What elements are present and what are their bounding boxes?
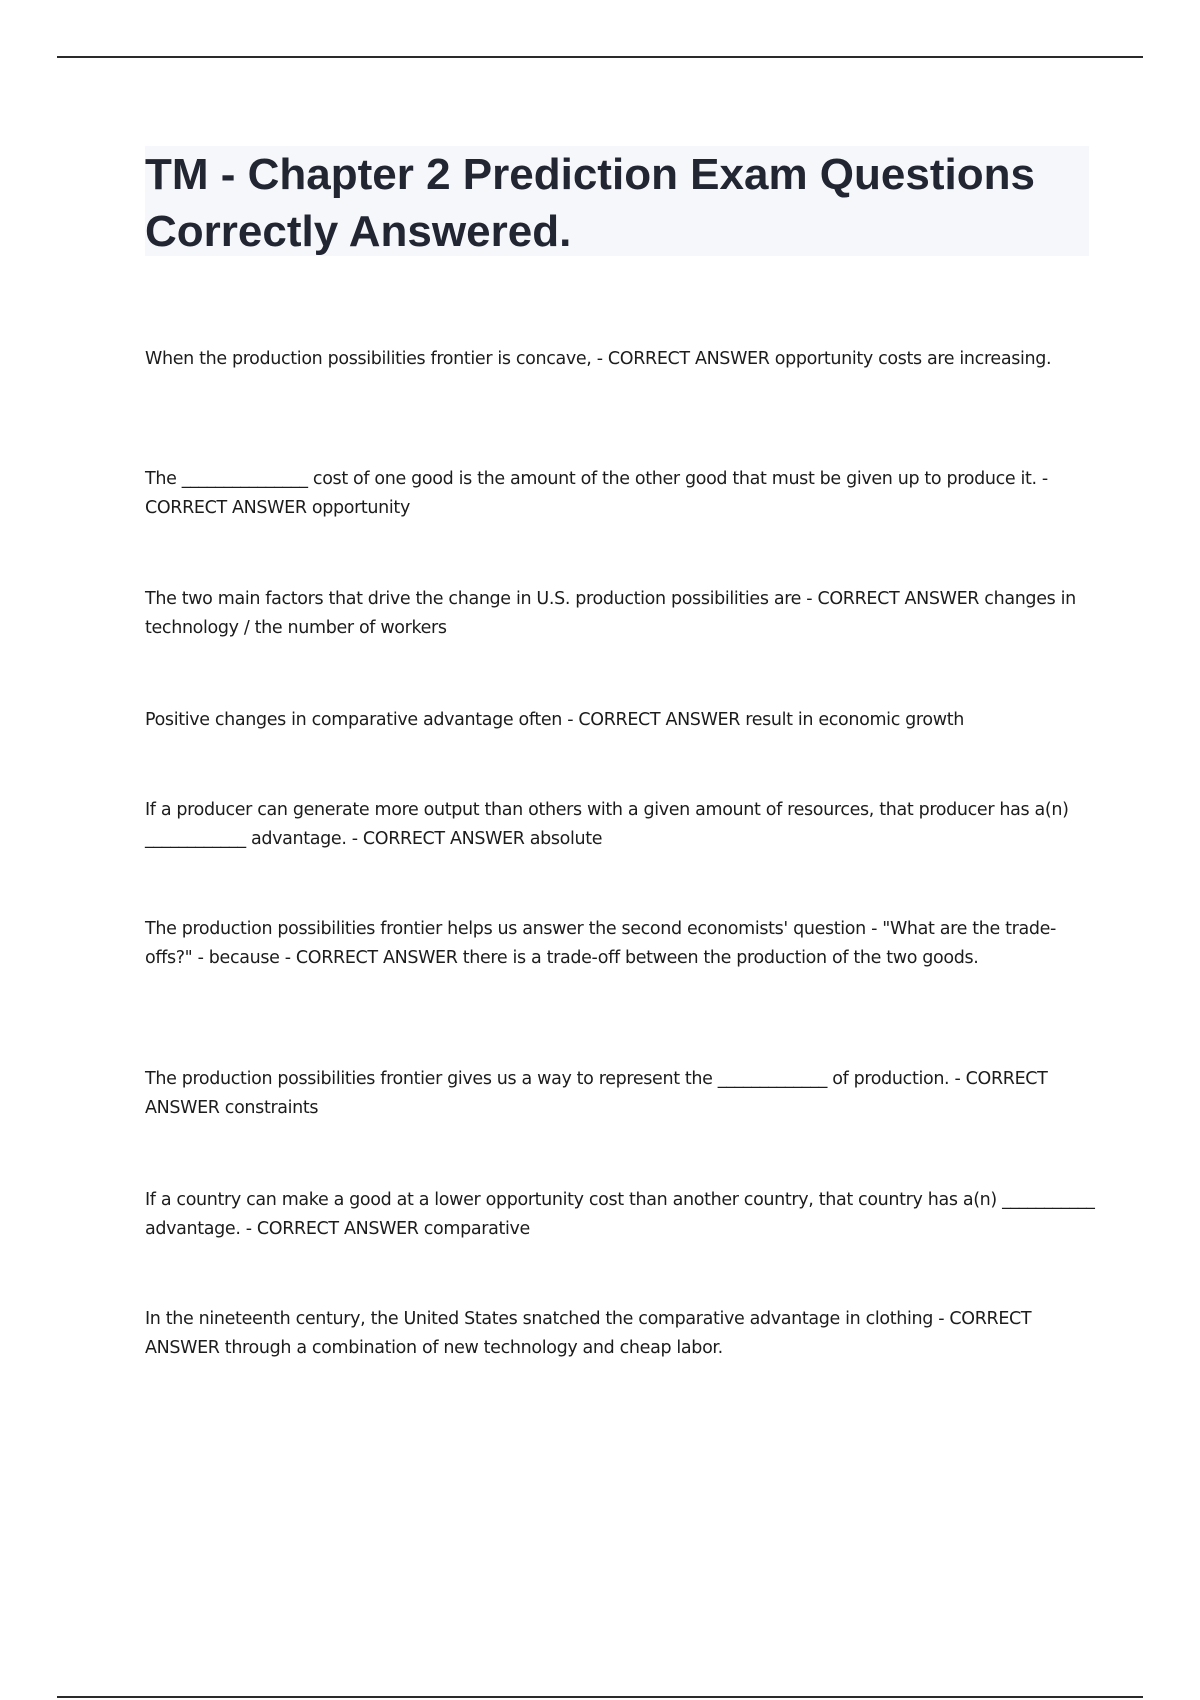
bottom-rule: [57, 1696, 1143, 1698]
question-answer-3: The two main factors that drive the change in U.S. production possibilities are - CORRECT ANSWER changes in technology / the number of workers: [145, 589, 1076, 638]
question-answer-5: If a producer can generate more output than others with a given amount of resources, that producer has a(n) ____________ advantage. - CORRECT ANSWER absolute: [145, 800, 1069, 849]
top-rule: [57, 56, 1143, 58]
page-title: TM - Chapter 2 Prediction Exam Questions Correctly Answered.: [145, 150, 1035, 256]
question-answer-2: The _______________ cost of one good is the amount of the other good that must be given up to produce it. - CORRECT ANSWER opportunity: [145, 469, 1048, 518]
question-answer-9: In the nineteenth century, the United States snatched the comparative advantage in clothing - CORRECT ANSWER through a combination of new technology and cheap labor.: [145, 1309, 1032, 1358]
question-answer-6: The production possibilities frontier helps us answer the second economists' question - "What are the trade-offs?" - because - CORRECT ANSWER there is a trade-off between the production of the two goods.: [145, 919, 1056, 968]
question-answer-1: When the production possibilities frontier is concave, - CORRECT ANSWER opportunity costs are increasing.: [145, 349, 1052, 369]
question-answer-7: The production possibilities frontier gives us a way to represent the _____________ of production. - CORRECT ANSWER constraints: [145, 1069, 1048, 1118]
title-block: [145, 146, 1089, 256]
question-answer-8: If a country can make a good at a lower opportunity cost than another country, that country has a(n) ___________ advantage. - CORRECT ANSWER comparative: [145, 1190, 1095, 1239]
question-answer-4: Positive changes in comparative advantage often - CORRECT ANSWER result in economic growth: [145, 710, 964, 730]
